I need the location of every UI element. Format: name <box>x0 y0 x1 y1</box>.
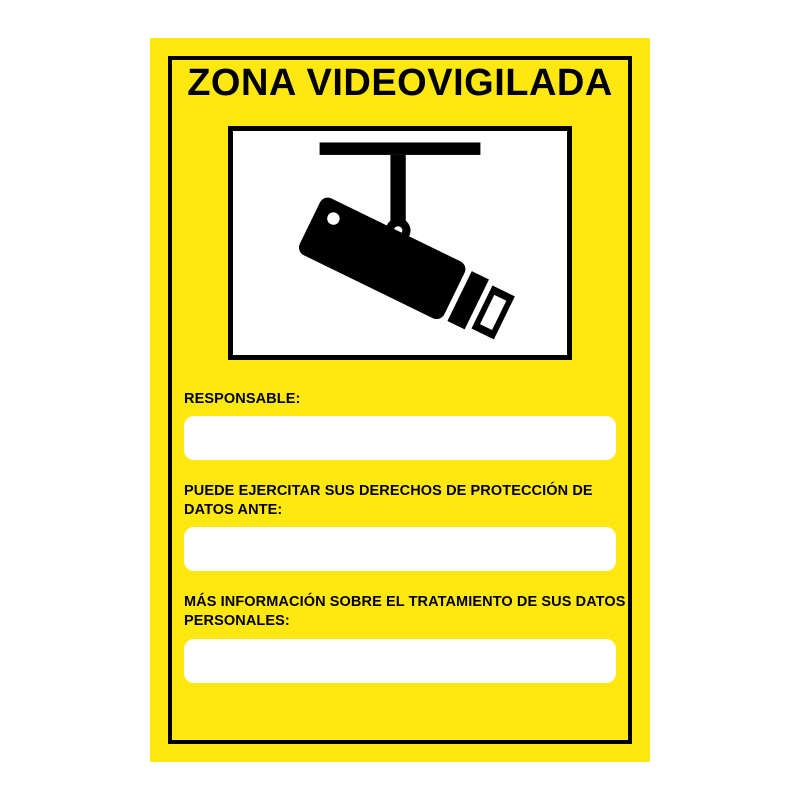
page-title: ZONA VIDEOVIGILADA <box>187 62 613 104</box>
cctv-camera-icon <box>233 131 567 355</box>
field-group-mas-informacion <box>170 593 630 682</box>
field-input-mas-informacion[interactable] <box>184 639 616 683</box>
form-fields <box>170 390 630 683</box>
videosurveillance-sign-poster <box>150 38 650 762</box>
field-label-responsable: RESPONSABLE: <box>184 390 301 407</box>
field-group-responsable <box>170 390 630 460</box>
field-input-derechos[interactable] <box>184 527 616 571</box>
field-label-derechos: PUEDE EJERCITAR SUS DERECHOS DE PROTECCIÓN DE DATOS ANTE: <box>184 483 593 519</box>
poster-content <box>150 38 650 762</box>
field-group-derechos <box>170 482 630 571</box>
field-label-mas-informacion: MÁS INFORMACIÓN SOBRE EL TRATAMIENTO DE SUS DATOS PERSONALES: <box>184 594 626 630</box>
cctv-camera-pictogram-box <box>228 126 572 360</box>
field-input-responsable[interactable] <box>184 416 616 460</box>
